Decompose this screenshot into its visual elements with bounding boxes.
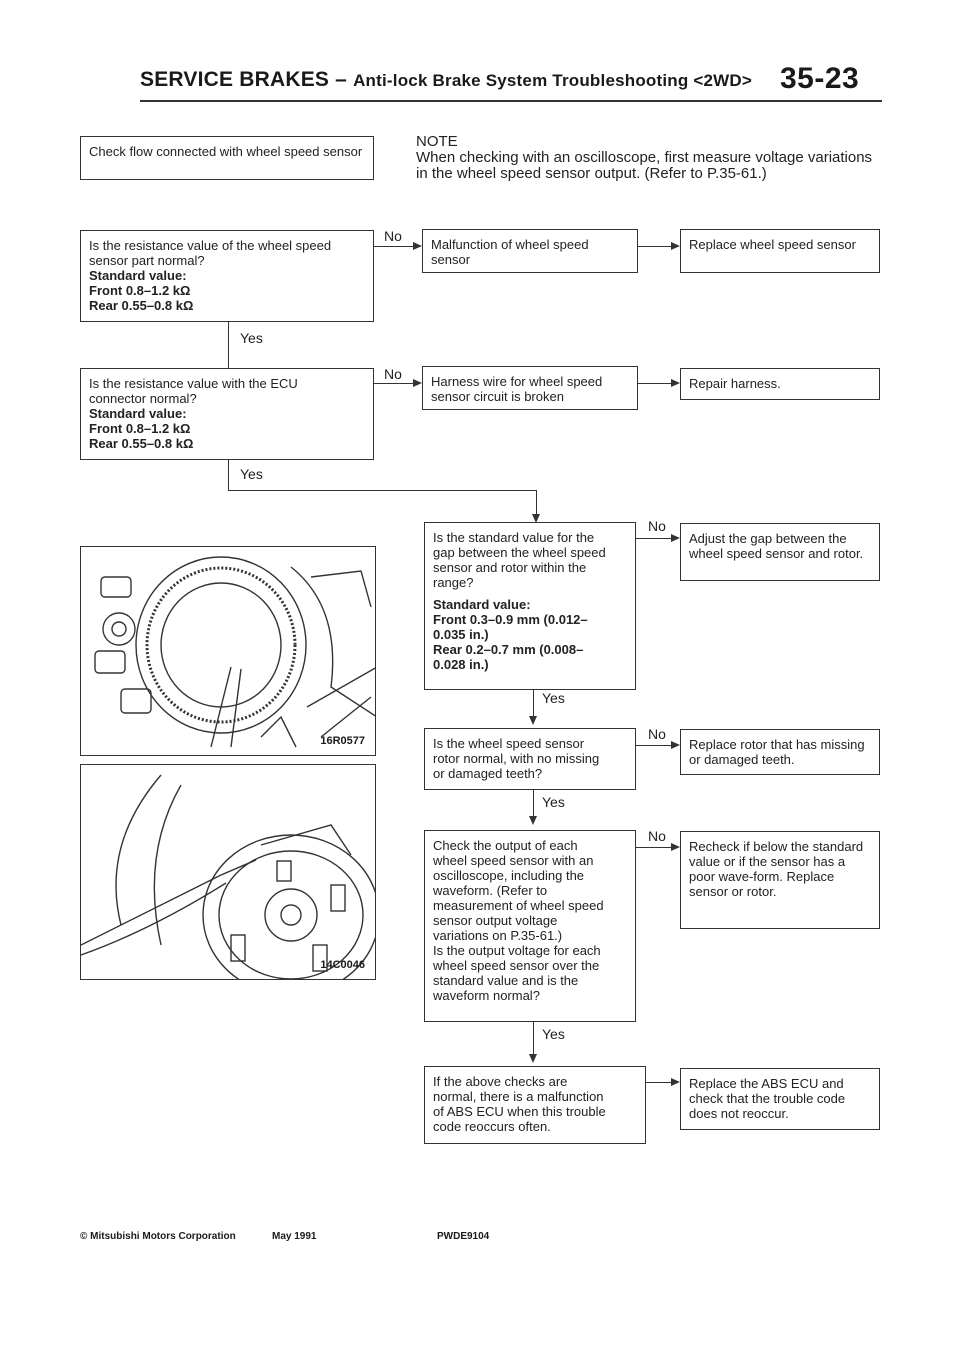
step5-action: Recheck if below the standard value or if the sensor has a poor wave-form. Replace sensor or rotor. — [689, 839, 864, 899]
footer-copyright: © Mitsubishi Motors Corporation — [80, 1231, 236, 1242]
step2-action-box — [680, 368, 880, 400]
step6-action: Replace the ABS ECU and check that the trouble code does not reoccur. — [689, 1076, 846, 1121]
title-sub: Anti-lock Brake System Troubleshooting <2WD> — [353, 71, 753, 90]
step2-action-line — [638, 383, 672, 384]
step2-yes-label: Yes — [240, 466, 263, 482]
arrow-right-icon — [671, 741, 680, 749]
step3-action: Adjust the gap between the wheel speed sensor and rotor. — [689, 531, 864, 561]
step3-no-line — [636, 538, 673, 539]
step2-result-box — [422, 366, 638, 410]
note-block — [416, 134, 886, 182]
step1-question: Is the resistance value of the wheel speed sensor part normal? — [89, 238, 332, 268]
arrow-right-icon — [671, 534, 680, 542]
step1-action: Replace wheel speed sensor — [689, 237, 856, 252]
step6-question: If the above checks are normal, there is a malfunction of ABS ECU when this trouble code reoccurs often. — [433, 1074, 606, 1134]
footer-date: May 1991 — [272, 1231, 317, 1242]
step4-no-label: No — [648, 726, 666, 742]
arrow-down-icon — [529, 816, 537, 825]
step4-yes-label: Yes — [542, 794, 565, 810]
step6-question-box — [424, 1066, 646, 1144]
step1-action-box — [680, 229, 880, 273]
figure1-code: 16R0577 — [320, 735, 365, 747]
step1-no-line — [374, 246, 415, 247]
step2-connector-line — [228, 490, 537, 491]
step5-yes-line — [533, 1022, 534, 1058]
arrow-right-icon — [671, 1078, 680, 1086]
header-rule — [140, 100, 882, 102]
step4-action-box — [680, 729, 880, 775]
footer-doc-code: PWDE9104 — [437, 1231, 490, 1242]
step2-standard: Standard value: Front 0.8–1.2 kΩ Rear 0.55–0.8 kΩ — [89, 406, 194, 451]
step2-result: Harness wire for wheel speed sensor circuit is broken — [431, 374, 603, 404]
step1-result-box — [422, 229, 638, 273]
arrow-right-icon — [671, 379, 680, 387]
step4-question: Is the wheel speed sensor rotor normal, with no missing or damaged teeth? — [433, 736, 600, 781]
intro-box — [80, 136, 374, 180]
step5-question-box — [424, 830, 636, 1022]
arrow-down-icon — [529, 1054, 537, 1063]
step2-connector-drop — [536, 490, 537, 517]
step2-question-box — [80, 368, 374, 460]
step3-standard: Standard value: Front 0.3–0.9 mm (0.012– 0.035 in.) Rear 0.2–0.7 mm (0.008– 0.028 in.) — [433, 597, 588, 672]
step1-no-label: No — [384, 228, 402, 244]
arrow-right-icon — [413, 242, 422, 250]
step1-yes-label: Yes — [240, 330, 263, 346]
title-main: SERVICE BRAKES – — [140, 68, 354, 91]
step2-yes-line — [228, 460, 229, 490]
step3-no-label: No — [648, 518, 666, 534]
step1-standard: Standard value: Front 0.8–1.2 kΩ Rear 0.55–0.8 kΩ — [89, 268, 194, 313]
step1-action-line — [638, 246, 672, 247]
step3-yes-label: Yes — [542, 690, 565, 706]
wheel-rotor-drawing — [81, 547, 376, 756]
step4-action: Replace rotor that has missing or damaged teeth. — [689, 737, 865, 767]
figure-wheel-rotor — [80, 546, 376, 756]
note-label: NOTE — [416, 133, 458, 150]
step1-result: Malfunction of wheel speed sensor — [431, 237, 589, 267]
step2-question: Is the resistance value with the ECU connector normal? — [89, 376, 298, 406]
intro-text: Check flow connected with wheel speed sensor — [89, 144, 363, 159]
page-title — [140, 68, 752, 92]
step6-action-line — [646, 1082, 673, 1083]
step4-no-line — [636, 745, 673, 746]
arrow-down-icon — [529, 716, 537, 725]
step3-action-box — [680, 523, 880, 581]
step5-yes-label: Yes — [542, 1026, 565, 1042]
arrow-right-icon — [413, 379, 422, 387]
step3-question-box — [424, 522, 636, 690]
step5-no-label: No — [648, 828, 666, 844]
step5-no-line — [636, 847, 673, 848]
step5-question: Check the output of each wheel speed sensor with an oscilloscope, including the waveform. (Refer to measurement of wheel speed sensor output voltage variations on P.35-61.) Is the output voltage for each wheel speed sensor over the standard value and is the waveform normal? — [433, 838, 604, 1003]
figure2-code: 14C0046 — [320, 959, 365, 971]
figure-sensor-gap — [80, 764, 376, 980]
step3-question: Is the standard value for the gap between the wheel speed sensor and rotor within the range? — [433, 530, 606, 590]
step2-no-label: No — [384, 366, 402, 382]
step5-action-box — [680, 831, 880, 929]
step2-no-line — [374, 383, 415, 384]
step2-action: Repair harness. — [689, 376, 781, 391]
step6-action-box — [680, 1068, 880, 1130]
step4-question-box — [424, 728, 636, 790]
note-text: When checking with an oscilloscope, first measure voltage variations in the wheel speed sensor output. (Refer to P.35-61.) — [416, 149, 873, 182]
arrow-right-icon — [671, 843, 680, 851]
sensor-gap-drawing — [81, 765, 376, 980]
step1-yes-line — [228, 322, 229, 368]
page-number: 35-23 — [780, 62, 860, 95]
step1-question-box — [80, 230, 374, 322]
arrow-right-icon — [671, 242, 680, 250]
